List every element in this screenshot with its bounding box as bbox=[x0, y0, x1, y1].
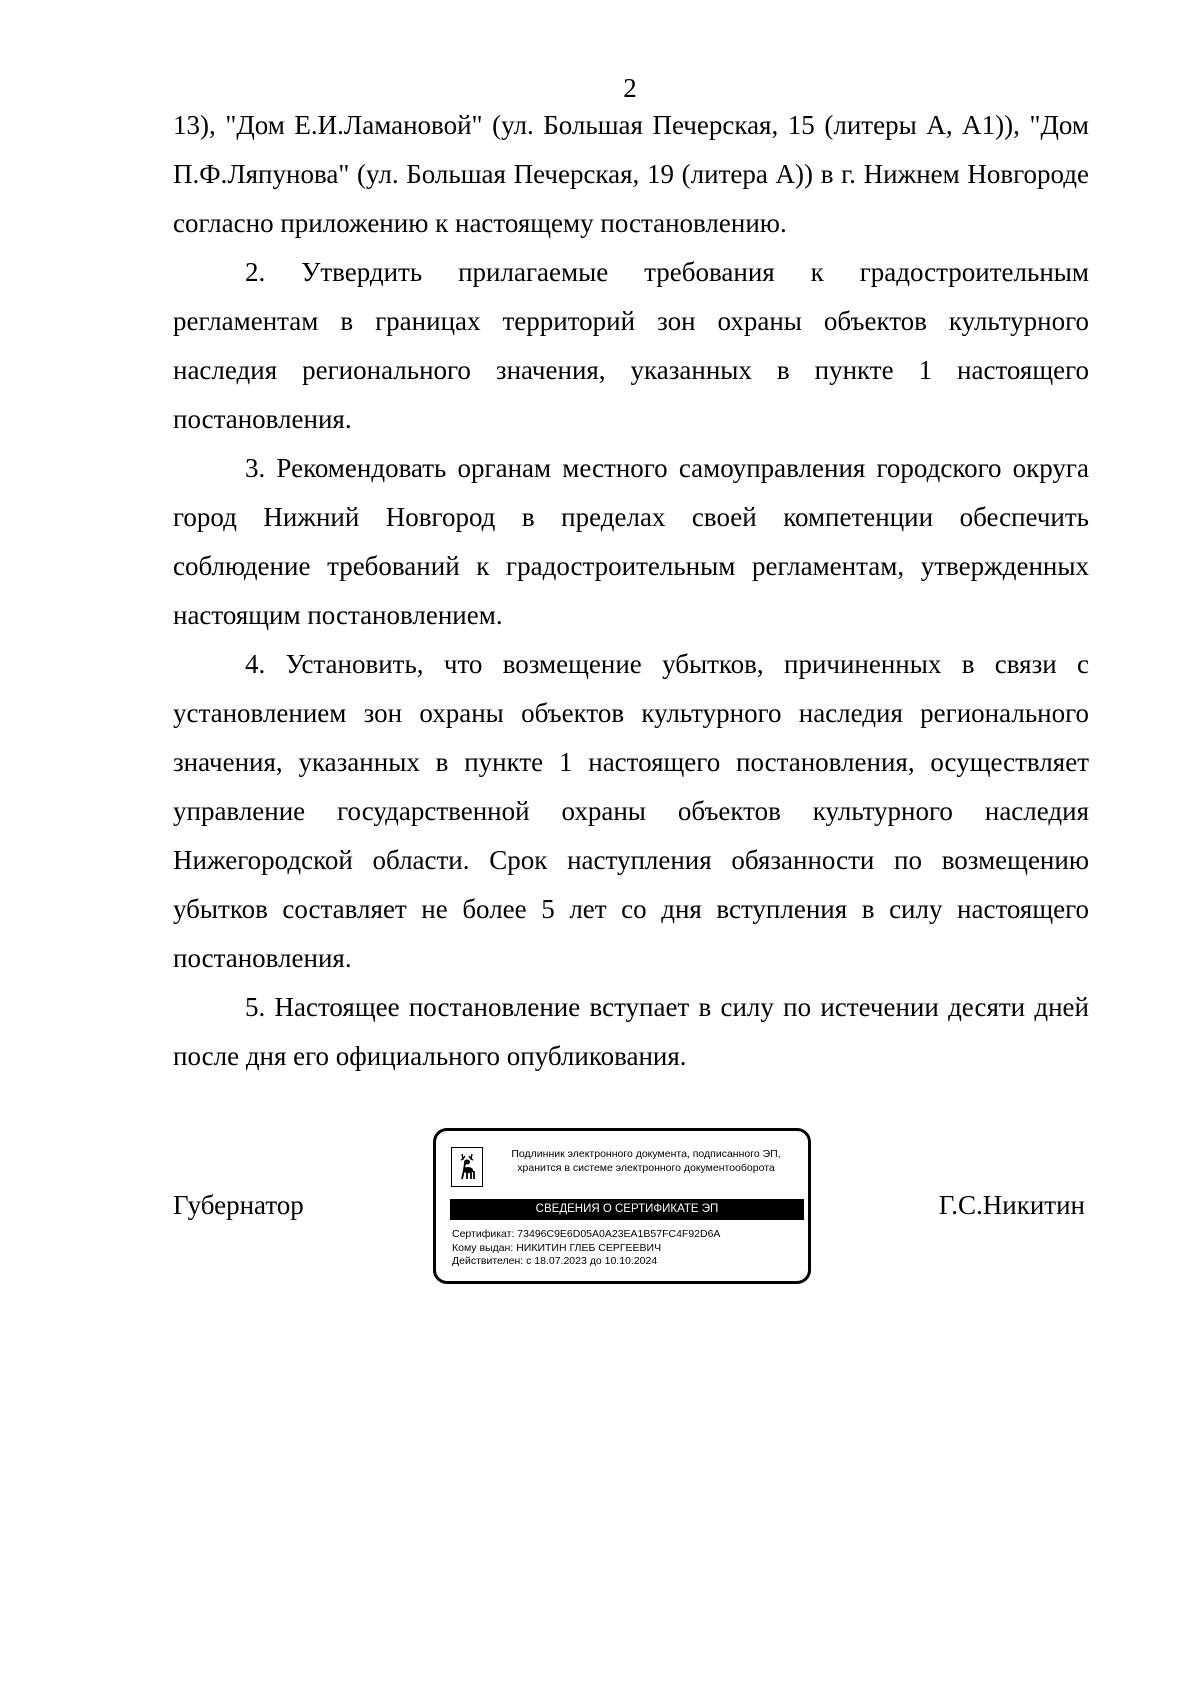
signatory-position: Губернатор bbox=[173, 1190, 304, 1220]
validity-label: Действителен: bbox=[452, 1255, 524, 1267]
document-body bbox=[173, 101, 1089, 1081]
issued-to-row bbox=[452, 1242, 720, 1256]
certificate-details bbox=[452, 1228, 720, 1269]
validity-value: с 18.07.2023 до 10.10.2024 bbox=[526, 1255, 658, 1267]
paragraph-item-3: 3. Рекомендовать органам местного самоуправления городского округа город Нижний Новгород в пределах своей компетенции обеспечить соблюдение требований к градостроительным регламентам, утвержденных настоящим постановлением. bbox=[173, 453, 1089, 630]
issued-to-value: НИКИТИН ГЛЕБ СЕРГЕЕВИЧ bbox=[516, 1241, 662, 1254]
paragraph-item-4: 4. Установить, что возмещение убытков, причиненных в связи с установлением зон охраны объектов культурного наследия регионального значения, указанных в пункте 1 настоящего постановления, осуществляет управление государственной охраны объектов культурного наследия Нижегородской области. Срок наступления обязанности по возмещению убытков составляет не более 5 лет со дня вступления в силу настоящего постановления. bbox=[173, 649, 1089, 973]
page-number: 2 bbox=[623, 73, 637, 103]
paragraph-item-5: 5. Настоящее постановление вступает в силу по истечении десяти дней после дня его официального опубликования. bbox=[173, 992, 1089, 1071]
certificate-row bbox=[452, 1228, 720, 1242]
paragraph-continuation: 13), "Дом Е.И.Ламановой" (ул. Большая Печерская, 15 (литеры А, А1)), "Дом П.Ф.Ляпунова" (ул. Большая Печерская, 19 (литера А)) в г. Нижнем Новгороде согласно приложению к настоящему постановлению. bbox=[173, 110, 1089, 238]
validity-row bbox=[452, 1255, 720, 1269]
certificate-value: 73496C9E6D05A0A23EA1B57FC4F92D6A bbox=[517, 1228, 721, 1240]
electronic-signature-stamp bbox=[433, 1128, 811, 1284]
issued-to-label: Кому выдан: bbox=[452, 1241, 514, 1254]
stamp-notice-line2: хранится в системе электронного документооборота bbox=[517, 1162, 775, 1174]
deer-emblem-icon bbox=[451, 1147, 483, 1187]
stamp-notice bbox=[491, 1147, 801, 1175]
certificate-info-header: СВЕДЕНИЯ О СЕРТИФИКАТЕ ЭП bbox=[450, 1199, 804, 1220]
stamp-notice-line1: Подлинник электронного документа, подписанного ЭП, bbox=[511, 1148, 781, 1160]
signatory-name: Г.С.Никитин bbox=[938, 1190, 1085, 1220]
paragraph-item-2: 2. Утвердить прилагаемые требования к градостроительным регламентам в границах территорий зон охраны объектов культурного наследия регионального значения, указанных в пункте 1 настоящего постановления. bbox=[173, 257, 1089, 434]
certificate-label: Сертификат: bbox=[452, 1228, 515, 1240]
